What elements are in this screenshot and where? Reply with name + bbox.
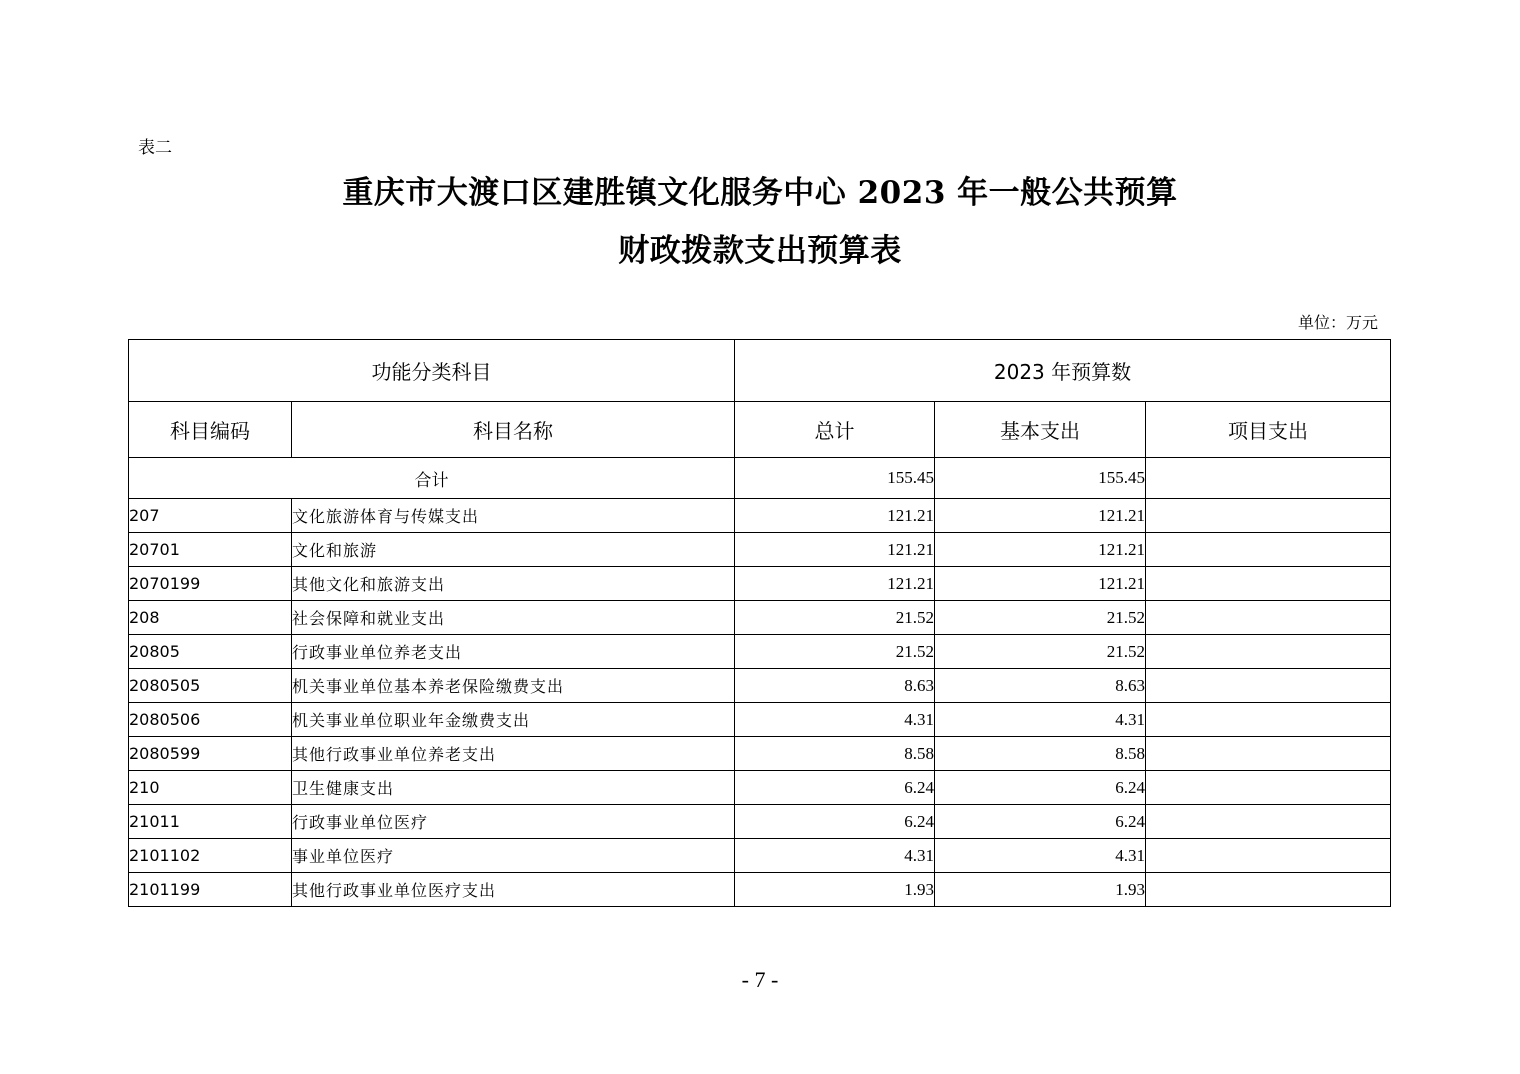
header-name: 科目名称 — [292, 402, 735, 458]
row-basic: 1.93 — [935, 873, 1146, 907]
row-name: 其他行政事业单位医疗支出 — [292, 873, 735, 907]
page-title-line1: 重庆市大渡口区建胜镇文化服务中心 2023 年一般公共预算 — [342, 175, 1178, 211]
row-basic: 121.21 — [935, 567, 1146, 601]
row-total: 121.21 — [735, 567, 935, 601]
table-row — [129, 703, 1391, 737]
table-row — [129, 567, 1391, 601]
header-columns-row — [129, 402, 1391, 458]
row-name: 卫生健康支出 — [292, 771, 735, 805]
row-total: 21.52 — [735, 635, 935, 669]
row-project — [1146, 771, 1391, 805]
row-name: 文化和旅游 — [292, 533, 735, 567]
row-basic: 6.24 — [935, 771, 1146, 805]
row-name: 其他文化和旅游支出 — [292, 567, 735, 601]
row-project — [1146, 499, 1391, 533]
header-functional-classification: 功能分类科目 — [129, 340, 735, 402]
row-name: 其他行政事业单位养老支出 — [292, 737, 735, 771]
row-name: 行政事业单位养老支出 — [292, 635, 735, 669]
header-project: 项目支出 — [1146, 402, 1391, 458]
row-code: 2080505 — [129, 669, 292, 703]
table-row — [129, 669, 1391, 703]
row-code: 210 — [129, 771, 292, 805]
table-row — [129, 601, 1391, 635]
row-basic: 6.24 — [935, 805, 1146, 839]
row-project — [1146, 601, 1391, 635]
page-number: - 7 - — [741, 967, 779, 992]
table-row — [129, 499, 1391, 533]
row-total: 4.31 — [735, 839, 935, 873]
total-project — [1146, 458, 1391, 499]
row-total: 121.21 — [735, 499, 935, 533]
row-total: 6.24 — [735, 805, 935, 839]
row-name: 机关事业单位职业年金缴费支出 — [292, 703, 735, 737]
row-project — [1146, 873, 1391, 907]
total-row — [129, 458, 1391, 499]
row-code: 21011 — [129, 805, 292, 839]
row-total: 6.24 — [735, 771, 935, 805]
row-project — [1146, 567, 1391, 601]
row-name: 行政事业单位医疗 — [292, 805, 735, 839]
row-project — [1146, 533, 1391, 567]
row-name: 社会保障和就业支出 — [292, 601, 735, 635]
table-row — [129, 737, 1391, 771]
table-row — [129, 635, 1391, 669]
table-row — [129, 533, 1391, 567]
row-code: 2080599 — [129, 737, 292, 771]
table-row — [129, 873, 1391, 907]
header-group-row — [129, 340, 1391, 402]
header-budget-2023: 2023 年预算数 — [735, 340, 1391, 402]
header-basic: 基本支出 — [935, 402, 1146, 458]
row-code: 2101102 — [129, 839, 292, 873]
row-basic: 8.63 — [935, 669, 1146, 703]
row-total: 121.21 — [735, 533, 935, 567]
row-code: 208 — [129, 601, 292, 635]
row-total: 4.31 — [735, 703, 935, 737]
row-project — [1146, 669, 1391, 703]
row-basic: 21.52 — [935, 601, 1146, 635]
row-code: 207 — [129, 499, 292, 533]
row-code: 2101199 — [129, 873, 292, 907]
row-code: 20701 — [129, 533, 292, 567]
row-basic: 21.52 — [935, 635, 1146, 669]
row-name: 事业单位医疗 — [292, 839, 735, 873]
total-label: 合计 — [129, 458, 735, 499]
row-name: 文化旅游体育与传媒支出 — [292, 499, 735, 533]
row-code: 2070199 — [129, 567, 292, 601]
total-total: 155.45 — [735, 458, 935, 499]
row-basic: 8.58 — [935, 737, 1146, 771]
row-basic: 4.31 — [935, 839, 1146, 873]
total-basic: 155.45 — [935, 458, 1146, 499]
row-code: 20805 — [129, 635, 292, 669]
row-basic: 121.21 — [935, 499, 1146, 533]
unit-label: 单位：万元 — [1297, 313, 1378, 332]
row-project — [1146, 805, 1391, 839]
table-row — [129, 771, 1391, 805]
header-code: 科目编码 — [129, 402, 292, 458]
row-total: 1.93 — [735, 873, 935, 907]
row-name: 机关事业单位基本养老保险缴费支出 — [292, 669, 735, 703]
row-basic: 4.31 — [935, 703, 1146, 737]
row-code: 2080506 — [129, 703, 292, 737]
row-project — [1146, 839, 1391, 873]
row-project — [1146, 737, 1391, 771]
row-total: 21.52 — [735, 601, 935, 635]
page-title-line2: 财政拨款支出预算表 — [618, 233, 902, 269]
table-row — [129, 805, 1391, 839]
row-total: 8.58 — [735, 737, 935, 771]
row-project — [1146, 703, 1391, 737]
table-row — [129, 839, 1391, 873]
header-total: 总计 — [735, 402, 935, 458]
row-total: 8.63 — [735, 669, 935, 703]
document-label: 表二 — [138, 138, 172, 158]
row-basic: 121.21 — [935, 533, 1146, 567]
row-project — [1146, 635, 1391, 669]
budget-table — [128, 339, 1391, 907]
